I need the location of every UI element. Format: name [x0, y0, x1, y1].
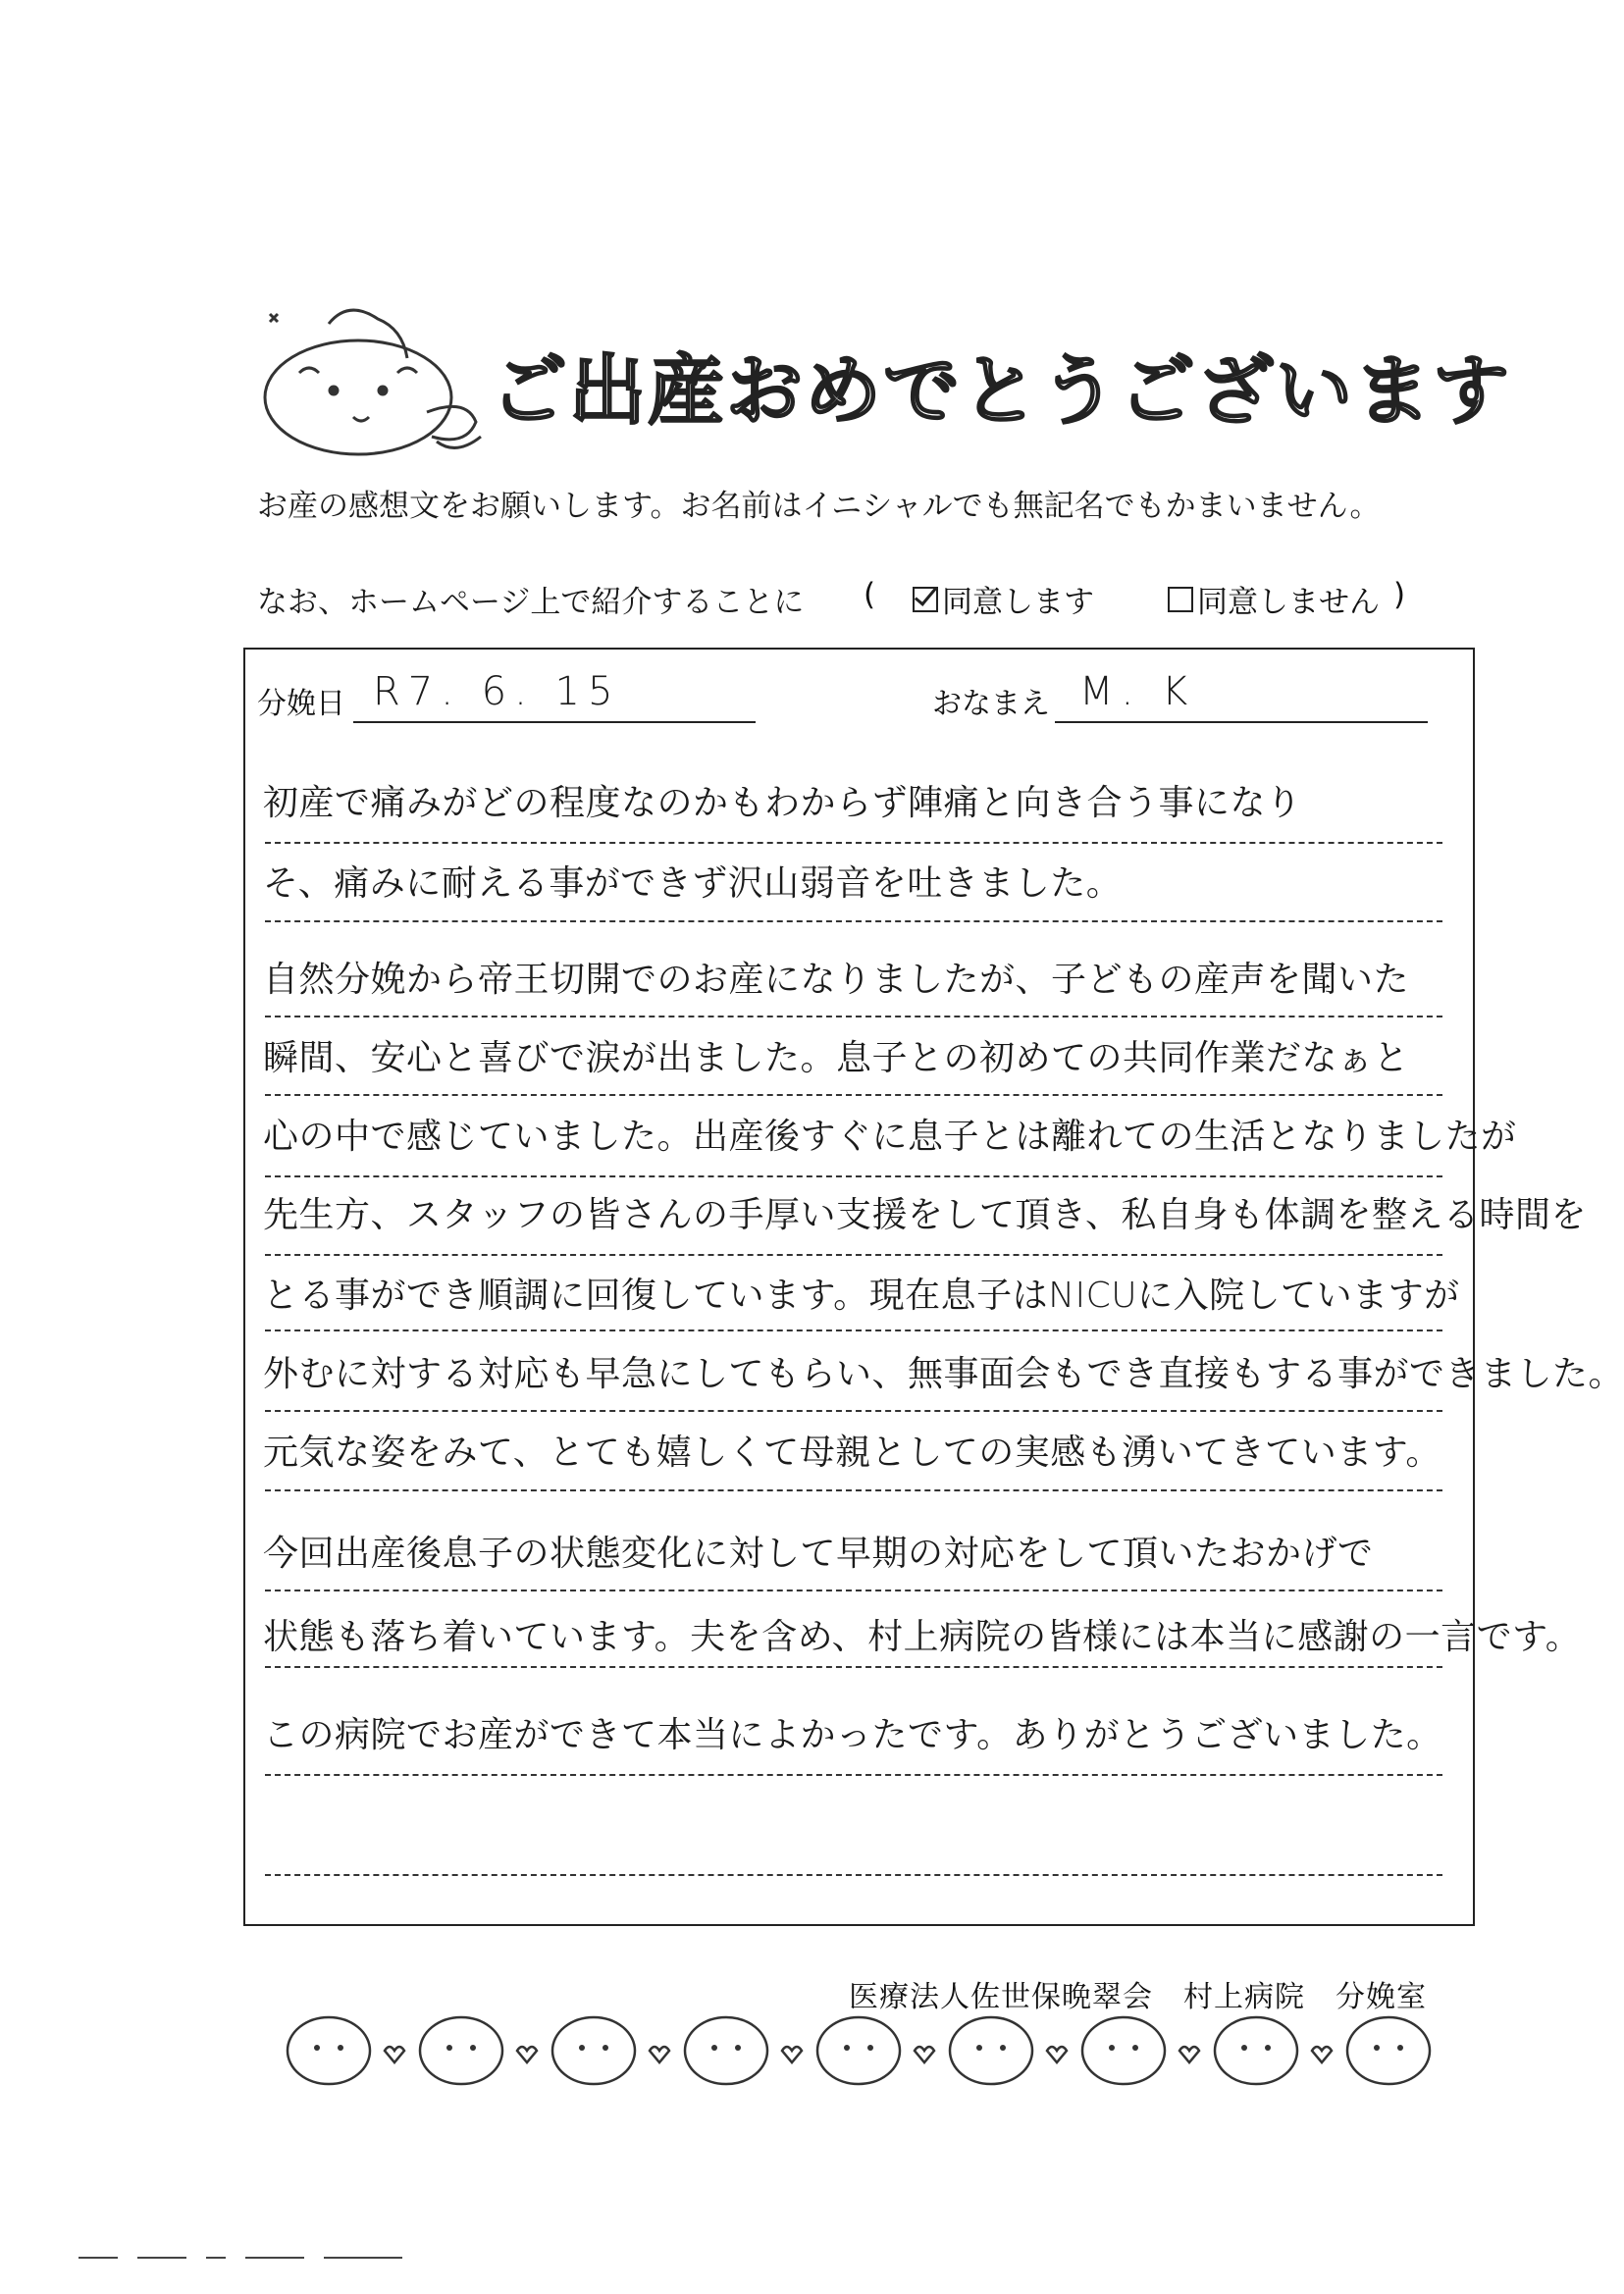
name-label: おなまえ	[932, 687, 1050, 721]
body-line: とる事ができ順調に回復しています。現在息子はNICUに入院していますが	[263, 1276, 1460, 1316]
agree-checkbox-option[interactable]	[913, 577, 1094, 621]
body-line: 状態も落ち着いています。夫を含め、村上病院の皆様には本当に感謝の一言です。	[263, 1617, 1582, 1657]
name-value[interactable]: M. K	[1079, 669, 1196, 714]
agree-checkbox[interactable]	[913, 587, 938, 612]
body-line: 心の中で感じていました。出産後すぐに息子とは離れての生活となりましたが	[263, 1117, 1517, 1157]
ruled-line	[265, 1590, 1442, 1591]
delivery-date-underline	[353, 721, 756, 723]
body-line: 元気な姿をみて、とても嬉しくて母親としての実感も湧いてきています。	[263, 1433, 1441, 1473]
ruled-line	[265, 920, 1442, 922]
body-line: 自然分娩から帝王切開でのお産になりましたが、子どもの産声を聞いた	[263, 960, 1410, 1000]
ruled-line	[265, 1410, 1442, 1412]
consent-paren-close: )	[1393, 577, 1406, 612]
ruled-line	[265, 1774, 1442, 1776]
scan-artifact-marks	[79, 2252, 402, 2264]
ruled-line	[265, 1329, 1442, 1331]
body-line: 瞬間、安心と喜びで涙が出ました。息子との初めての共同作業だなぁと	[263, 1038, 1410, 1078]
disagree-checkbox[interactable]	[1168, 587, 1193, 612]
body-line: この病院でお産ができて本当によかったです。ありがとうございました。	[263, 1715, 1442, 1755]
disagree-checkbox-option[interactable]	[1168, 577, 1380, 621]
body-line: 先生方、スタッフの皆さんの手厚い支援をして頂き、私自身も体調を整える時間を	[263, 1195, 1588, 1235]
baby-faces-decoration	[280, 2007, 1438, 2095]
ruled-line	[265, 1489, 1442, 1491]
delivery-date-value[interactable]: R7. 6. 15	[373, 669, 621, 714]
ruled-line	[265, 1666, 1442, 1668]
disagree-label: 同意しません	[1197, 585, 1380, 620]
ruled-line	[265, 1094, 1442, 1096]
request-text: お産の感想文をお願いします。お名前はイニシャルでも無記名でもかまいません。	[257, 489, 1381, 524]
agree-label: 同意します	[942, 585, 1094, 620]
ruled-line	[265, 1254, 1442, 1256]
consent-prompt: なお、ホームページ上で紹介することに	[257, 585, 805, 620]
body-line: 初産で痛みがどの程度なのかもわからず陣痛と向き合う事になり	[263, 783, 1302, 823]
body-line: 外むに対する対応も早急にしてもらい、無事面会もでき直接もする事ができました。	[263, 1354, 1624, 1394]
consent-paren-open: (	[864, 577, 876, 612]
delivery-date-label: 分娩日	[257, 687, 345, 721]
page-title: ご出産おめでとうございます	[491, 347, 1512, 436]
ruled-line	[265, 1175, 1442, 1177]
name-underline	[1055, 721, 1428, 723]
body-line: そ、痛みに耐える事ができず沢山弱音を吐きました。	[263, 863, 1123, 904]
ruled-line	[265, 1874, 1442, 1876]
body-line: 今回出産後息子の状態変化に対して早期の対応をして頂いたおかげで	[263, 1534, 1374, 1574]
ruled-line	[265, 842, 1442, 844]
ruled-line	[265, 1016, 1442, 1017]
hospital-name: 医療法人佐世保晩翠会 村上病院 分娩室	[849, 1980, 1427, 2014]
